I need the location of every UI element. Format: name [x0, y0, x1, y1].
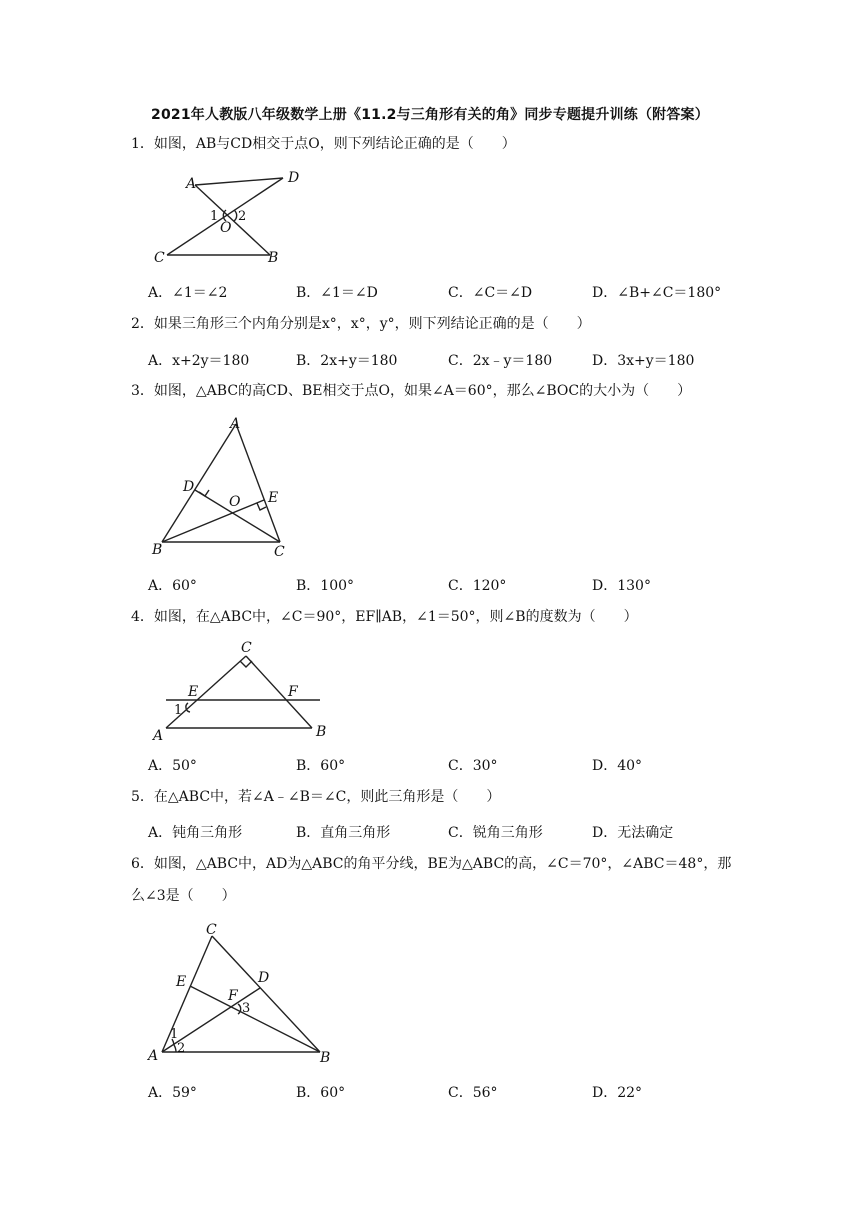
- label-f: F: [288, 684, 298, 700]
- question-2-options: [148, 350, 788, 374]
- right-angle-mark-e: [257, 503, 266, 510]
- angle-2-arc: [174, 1045, 176, 1052]
- label-a: A: [153, 728, 164, 744]
- label-d: D: [288, 170, 300, 186]
- option-b[interactable]: B．∠1＝∠D: [296, 285, 378, 301]
- altitude-be: [162, 500, 264, 542]
- question-3-text: 3．如图，△ABC的高CD、BE相交于点O，如果∠A＝60°，那么∠BOC的大小为（ ）: [131, 383, 692, 399]
- label-angle-1: 1: [210, 209, 219, 224]
- label-o: O: [229, 494, 241, 510]
- option-c[interactable]: C．30°: [448, 758, 498, 774]
- label-e: E: [176, 974, 187, 990]
- label-o: O: [220, 220, 232, 236]
- option-a[interactable]: A．50°: [148, 758, 197, 774]
- label-b: B: [320, 1050, 331, 1066]
- label-d: D: [183, 479, 195, 495]
- option-d[interactable]: D．∠B+∠C＝180°: [592, 285, 722, 301]
- option-d[interactable]: D．22°: [592, 1085, 643, 1101]
- question-1-options: [148, 282, 788, 306]
- option-a[interactable]: A．∠1＝∠2: [148, 285, 228, 301]
- label-a: A: [148, 1048, 159, 1064]
- label-f: F: [228, 988, 238, 1004]
- option-b[interactable]: B．2x+y＝180: [296, 353, 398, 369]
- option-a[interactable]: A．59°: [148, 1085, 197, 1101]
- question-2-text: 2．如果三角形三个内角分别是x°，x°，y°，则下列结论正确的是（ ）: [131, 316, 591, 332]
- label-a: A: [186, 176, 197, 192]
- question-1-text: 1．如图，AB与CD相交于点O，则下列结论正确的是（ ）: [131, 136, 516, 152]
- question-5-text: 5．在△ABC中，若∠A﹣∠B＝∠C，则此三角形是（ ）: [131, 789, 501, 805]
- option-d[interactable]: D．3x+y＝180: [592, 353, 695, 369]
- segment-ad: [195, 178, 283, 185]
- label-c: C: [154, 250, 165, 266]
- angle-2-arc: [234, 210, 237, 221]
- label-angle-2: 2: [177, 1041, 186, 1056]
- segment-bc: [246, 656, 312, 728]
- label-angle-3: 3: [242, 1001, 251, 1016]
- segment-ab: [195, 185, 270, 255]
- question-4-text: 4．如图，在△ABC中，∠C＝90°，EF∥AB，∠1＝50°，则∠B的度数为（ ）: [131, 609, 638, 625]
- option-c[interactable]: C．2x﹣y＝180: [448, 353, 553, 369]
- option-a[interactable]: A．钝角三角形: [148, 825, 243, 841]
- option-c[interactable]: C．120°: [448, 578, 507, 594]
- option-b[interactable]: B．60°: [296, 758, 346, 774]
- question-5-options: [148, 822, 788, 846]
- option-a[interactable]: A．60°: [148, 578, 197, 594]
- label-b: B: [152, 542, 163, 558]
- option-d[interactable]: D．130°: [592, 578, 651, 594]
- option-b[interactable]: B．60°: [296, 1085, 346, 1101]
- label-c: C: [274, 544, 285, 560]
- segment-ab: [162, 424, 236, 542]
- question-3-options: [148, 575, 788, 599]
- label-c: C: [241, 640, 252, 656]
- label-a: A: [230, 416, 241, 432]
- question-6-figure: [142, 918, 342, 1066]
- right-angle-mark-d: [199, 490, 209, 496]
- segment-cd: [167, 178, 283, 255]
- label-angle-1: 1: [174, 703, 183, 718]
- option-c[interactable]: C．56°: [448, 1085, 498, 1101]
- option-b[interactable]: B．直角三角形: [296, 825, 391, 841]
- label-angle-2: 2: [238, 209, 247, 224]
- label-c: C: [206, 922, 217, 938]
- option-c[interactable]: C．∠C＝∠D: [448, 285, 533, 301]
- label-e: E: [188, 684, 199, 700]
- label-angle-1: 1: [170, 1027, 179, 1042]
- option-c[interactable]: C．锐角三角形: [448, 825, 543, 841]
- question-6-text: 6．如图，△ABC中，AD为△ABC的角平分线，BE为△ABC的高，∠C＝70°，∠ABC＝48°，那么∠3是（ ）: [131, 856, 732, 904]
- segment-ac: [236, 424, 280, 542]
- question-1-figure: [150, 166, 300, 266]
- question-3-figure: [150, 412, 300, 562]
- altitude-be: [190, 986, 320, 1052]
- label-b: B: [268, 250, 279, 266]
- option-b[interactable]: B．100°: [296, 578, 355, 594]
- question-6-options: [148, 1082, 788, 1106]
- option-d[interactable]: D．40°: [592, 758, 643, 774]
- page-title: 2021年人教版八年级数学上册《11.2与三角形有关的角》同步专题提升训练（附答案）: [151, 107, 709, 123]
- right-angle-mark-c: [240, 661, 252, 667]
- label-b: B: [316, 724, 327, 740]
- angle-3-arc: [238, 1004, 241, 1014]
- option-a[interactable]: A．x+2y＝180: [148, 353, 250, 369]
- label-e: E: [268, 490, 279, 506]
- option-d[interactable]: D．无法确定: [592, 825, 674, 841]
- question-4-figure: [150, 636, 330, 746]
- question-4-options: [148, 755, 788, 779]
- label-d: D: [258, 970, 270, 986]
